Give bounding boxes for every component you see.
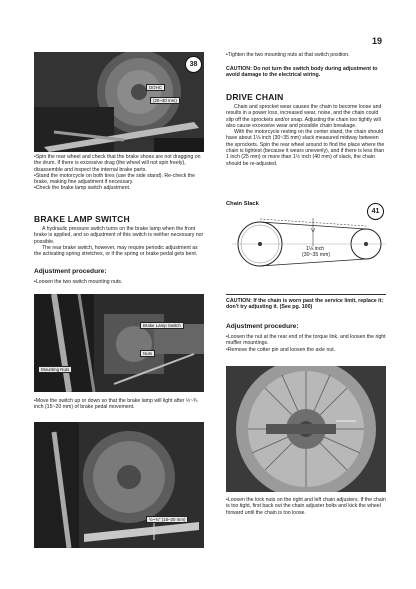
photo-label-nuts: Nuts <box>140 350 155 357</box>
paragraph-tighten-nuts: •Tighten the two mounting nuts at that switch position. <box>226 52 350 58</box>
photo-brake-pedal <box>34 422 204 548</box>
photo-label-measurement: (20~30 mm) <box>150 97 180 104</box>
section-heading-drive-chain: DRIVE CHAIN <box>226 92 284 102</box>
dimension-label-mm: (30~35 mm) <box>302 252 331 258</box>
photo-label-pedal-travel: ½~¾" (15~20 mm) <box>146 516 188 523</box>
figure-divider <box>226 294 386 295</box>
photo-label-mounting-nuts: Mounting Nuts <box>38 366 72 373</box>
paragraph-loosen-lock-nuts: •Loosen the lock nuts on the right and left chain adjusters. If the chain is too tight, first back out the chain adjuster bolts and kick the wheel forward until the chain is too loose. <box>226 497 386 516</box>
subheading-chain-adjustment: Adjustment procedure: <box>226 323 299 330</box>
caution-switch-body: CAUTION: Do not turn the switch body during adjustment to avoid damage to the electrical wiring. <box>226 66 378 79</box>
paragraph-stand-motorcycle: •Stand the motorcycle on both tires (use the side stand). Re-check the brake, making fine adjustment if necessary. <box>34 172 195 186</box>
subheading-adjustment-procedure: Adjustment procedure: <box>34 268 107 275</box>
figure-number-badge: 38 <box>185 56 202 73</box>
section-heading-brake-lamp-switch: BRAKE LAMP SWITCH <box>34 214 130 224</box>
dimension-label-inch: 1⅛ inch <box>306 246 325 252</box>
paragraph-hydraulic-switch: A hydraulic pressure switch turns on the brake lamp when the front brake is applied, and so adjustment of this switch is neither necessary nor possible. <box>34 226 204 245</box>
paragraph-chain-wear: Chain and sprocket wear causes the chain to become loose and results in a power loss, increased wear, noise, and the chain could slip off the sprockets and/or snap. Adjusting the chain too tightly will also cause excessive wear and possible chain breakage. <box>226 104 382 129</box>
photo-label-dohc: DOHC <box>146 84 165 91</box>
figure-caption-chain-slack: Chain Slack <box>226 201 259 207</box>
paragraph-rear-switch: The rear brake switch, however, may require periodic adjustment as the activating spring stretches, or if the spring or brake pedal gets bent. <box>34 244 198 258</box>
photo-label-switch: Brake Lamp Switch <box>140 322 184 329</box>
paragraph-spin-wheel: •Spin the rear wheel and check that the brake shoes are not dragging on the drum. If there is excessive drag (the wheel will not spin freely), disassemble and inspect the internal brake parts. <box>34 154 201 173</box>
photo-rear-wheel-axle <box>226 366 386 492</box>
paragraph-check-brake-lamp: •Check the brake lamp switch adjustment. <box>34 185 131 192</box>
caution-worn-chain: CAUTION: If the chain is worn past the service limit, replace it; don't try adjusting it. (See pg. 100) <box>226 298 384 311</box>
paragraph-remove-cotter-pin: •Remove the cotter pin and loosen the axle nut. <box>226 346 336 353</box>
paragraph-loosen-torque-link: •Loosen the nut at the rear end of the torque link, and loosen the right muffler mountings. <box>226 334 386 347</box>
paragraph-loosen-nuts: •Loosen the two switch mounting nuts. <box>34 279 123 285</box>
figure-number-badge-41: 41 <box>367 203 384 220</box>
page-number: 19 <box>371 36 382 46</box>
paragraph-move-switch: •Move the switch up or down so that the brake lamp will light after ½~¾ inch (15~20 mm) of brake pedal movement. <box>34 398 198 411</box>
paragraph-chain-slack: With the motorcycle resting on the center stand, the chain should have about 1⅛ inch (30~35 mm) slack measured midway between the sprockets. Spin the rear wheel around to find the place where the chain is tightest (because it wears unevenly), and if there is less than 1 inch (25 mm) or more than 1½ inch (40 mm) of slack, the chain should be re-adjusted. <box>226 129 385 167</box>
photo-brake-lamp-switch <box>34 294 204 392</box>
